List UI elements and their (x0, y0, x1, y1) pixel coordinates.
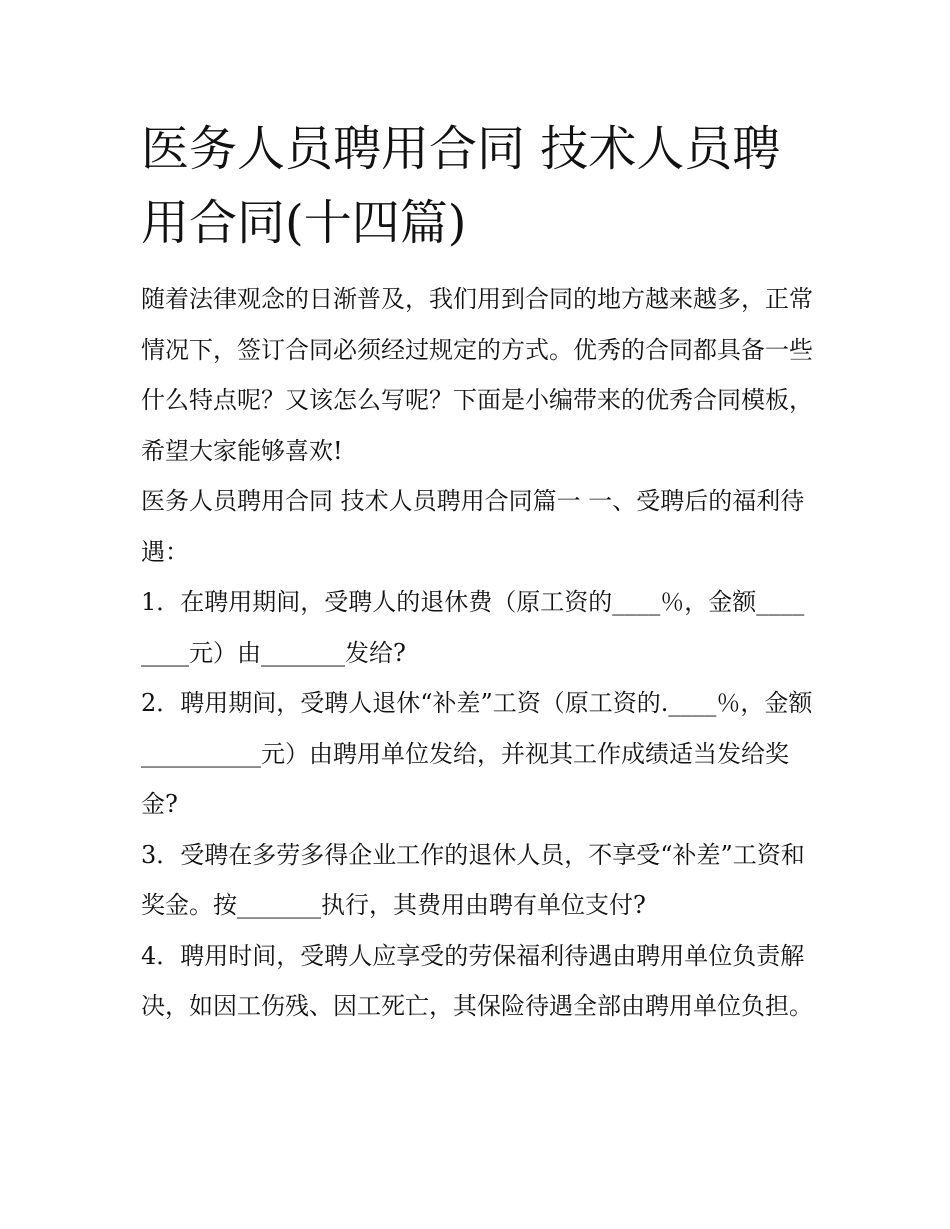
intro-paragraph: 随着法律观念的日渐普及，我们用到合同的地方越来越多，正常情况下，签订合同必须经过规定的方式。优秀的合同都具备一些什么特点呢？又该怎么写呢？下面是小编带来的优秀合同模板，希望大家能够喜欢! (141, 285, 813, 465)
clause-4-paragraph: 4．聘用时间，受聘人应享受的劳保福利待遇由聘用单位负责解决，如因工伤残、因工死亡，其保险待遇全部由聘用单位负担。 (141, 941, 813, 1020)
clause-3-paragraph: 3．受聘在多劳多得企业工作的退休人员，不享受“补差”工资和奖金。按_______执行，其费用由聘有单位支付? (141, 840, 805, 919)
clause-1-paragraph: 1．在聘用期间，受聘人的退休费（原工资的____％，金额________元）由_______发给? (141, 588, 805, 667)
section-heading-paragraph: 医务人员聘用合同 技术人员聘用合同篇一 一、受聘后的福利待遇： (141, 487, 805, 566)
document-title: 医务人员聘用合同 技术人员聘用合同(十四篇) (141, 121, 781, 251)
clause-2-paragraph: 2．聘用期间，受聘人退休“补差”工资（原工资的.____％，金额__________元）由聘用单位发给，并视其工作成绩适当发给奖金? (141, 689, 813, 818)
document-body (141, 112, 816, 1032)
